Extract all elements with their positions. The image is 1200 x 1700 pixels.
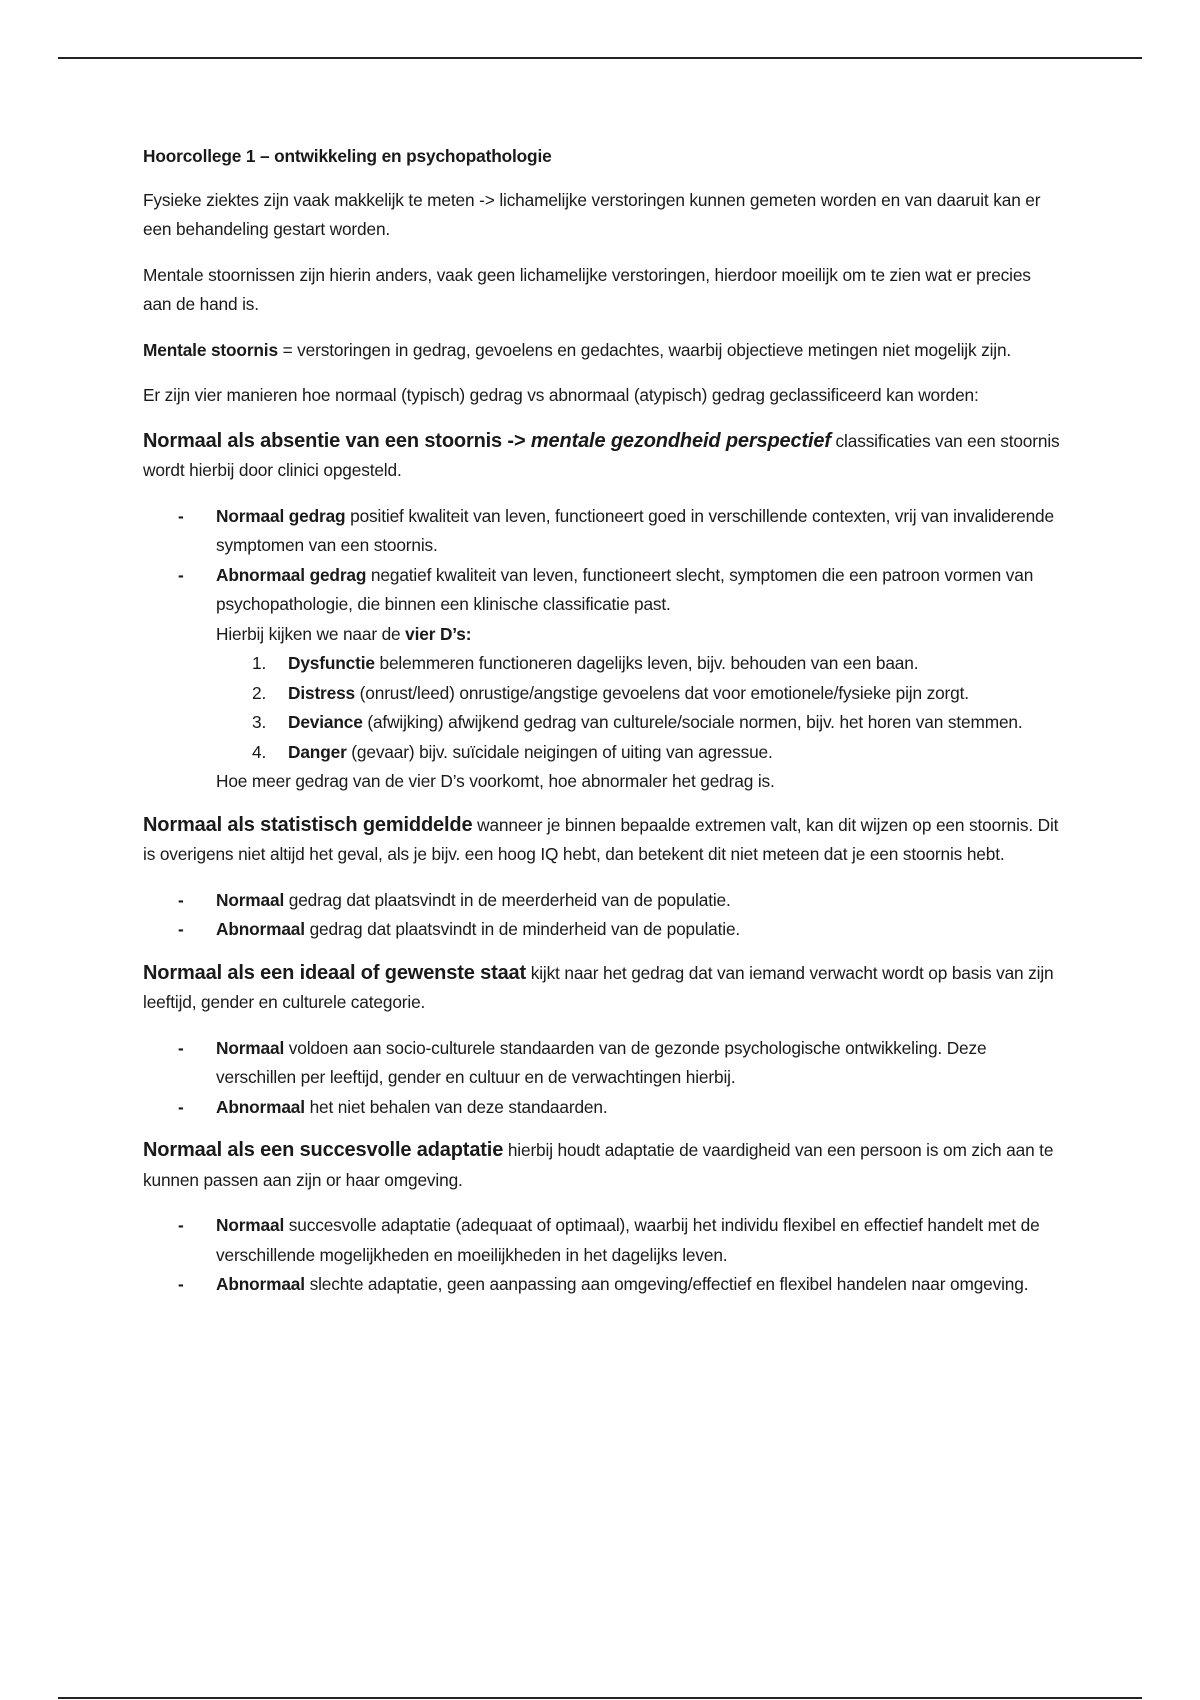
section-4-heading: Normaal als een succesvolle adaptatie <box>143 1139 504 1161</box>
section-4-text: hierbij houdt adaptatie de vaardigheid van een persoon is om zich aan te kunnen passen aan zijn or haar omgeving. <box>143 1140 1054 1190</box>
list-item <box>143 886 1063 916</box>
ds-text: (afwijking) afwijkend gedrag van culturele/sociale normen, bijv. het horen van stemmen. <box>362 712 1023 732</box>
list-item <box>143 502 1063 561</box>
list-item-term: Normaal <box>216 889 285 910</box>
ds-text: belemmeren functioneren dagelijks leven, bijv. behouden van een baan. <box>374 653 919 673</box>
document-body <box>143 142 1063 1314</box>
definition-text: = verstoringen in gedrag, gevoelens en gedachtes, waarbij objectieve metingen niet mogelijk zijn. <box>277 339 1012 360</box>
list-item <box>143 1093 1063 1123</box>
ds-number: 3. <box>252 712 267 732</box>
list-item <box>143 915 1063 945</box>
list-item <box>143 1270 1063 1300</box>
section-1-paragraph <box>143 427 1063 486</box>
ds-number: 1. <box>252 653 267 673</box>
list-item-term: Normaal <box>216 1037 285 1058</box>
section-2-text: wanneer je binnen bepaalde extremen valt, kan dit wijzen op een stoornis. Dit is overigens niet altijd het geval, als je bijv. een hoog IQ hebt, dan betekent dit niet meteen dat je een stoornis hebt. <box>143 814 1059 864</box>
section-2-paragraph <box>143 811 1063 870</box>
ds-number: 4. <box>252 741 267 762</box>
list-item <box>143 1211 1063 1270</box>
list-item-text: slechte adaptatie, geen aanpassing aan omgeving/effectief en flexibel handelen naar omgeving. <box>304 1274 1029 1294</box>
list-item <box>143 1034 1063 1093</box>
section-4-list <box>143 1211 1063 1300</box>
ways-intro: Er zijn vier manieren hoe normaal (typisch) gedrag vs abnormaal (atypisch) gedrag geclassificeerd kan worden: <box>143 385 979 405</box>
section-2-list <box>143 886 1063 945</box>
four-ds-list <box>216 649 1063 767</box>
section-1-heading-italic: mentale gezondheid perspectief <box>530 429 831 452</box>
ds-intro-bold: vier D’s: <box>405 623 472 644</box>
list-item <box>143 561 1063 797</box>
list-item-text: voldoen aan socio-culturele standaarden van de gezonde psychologische ontwikkeling. Deze verschillen per leeftijd, gender en cultuur en de verwachtingen hierbij. <box>216 1037 987 1087</box>
ds-item <box>216 708 1063 738</box>
ds-outro: Hoe meer gedrag van de vier D’s voorkomt, hoe abnormaler het gedrag is. <box>216 771 775 791</box>
ds-item <box>216 738 1063 768</box>
list-item-term: Normaal gedrag <box>216 505 346 526</box>
ds-number: 2. <box>252 682 267 703</box>
page-title: Hoorcollege 1 – ontwikkeling en psychopathologie <box>143 146 552 166</box>
ds-text: (gevaar) bijv. suïcidale neigingen of uiting van agressue. <box>346 741 773 762</box>
list-item-text: succesvolle adaptatie (adequaat of optimaal), waarbij het individu flexibel en effectief handelt met de verschillende mogelijkheden en moeilijkheden in het dagelijks leven. <box>216 1215 1040 1265</box>
section-2-heading: Normaal als statistisch gemiddelde <box>143 813 473 836</box>
list-item-text: negatief kwaliteit van leven, functioneert slecht, symptomen die een patroon vormen van psychopathologie, die binnen een klinische classificatie past. <box>216 564 1034 614</box>
list-item-text: gedrag dat plaatsvindt in de minderheid van de populatie. <box>304 919 741 939</box>
list-item-text: het niet behalen van deze standaarden. <box>304 1096 608 1117</box>
list-item-term: Abnormaal gedrag <box>216 564 367 585</box>
definition-paragraph <box>143 336 1063 366</box>
intro-paragraph-1: Fysieke ziektes zijn vaak makkelijk te meten -> lichamelijke verstoringen kunnen gemeten worden en van daaruit kan er een behandeling gestart worden. <box>143 189 1041 239</box>
ds-intro <box>216 620 1063 650</box>
ds-item <box>216 679 1063 709</box>
intro-paragraph-2: Mentale stoornissen zijn hierin anders, vaak geen lichamelijke verstoringen, hierdoor moeilijk om te zien wat er precies aan de hand is. <box>143 264 1031 314</box>
section-3-heading: Normaal als een ideaal of gewenste staat <box>143 961 527 984</box>
ds-term: Danger <box>288 741 347 762</box>
footer-rule <box>58 1697 1142 1699</box>
definition-term: Mentale stoornis <box>143 339 278 360</box>
section-3-paragraph <box>143 959 1063 1018</box>
header-rule <box>58 57 1142 59</box>
section-3-text: kijkt naar het gedrag dat van iemand verwacht wordt op basis van zijn leeftijd, gender en culturele categorie. <box>143 962 1054 1012</box>
list-item-term: Abnormaal <box>216 919 305 939</box>
section-3-list <box>143 1034 1063 1123</box>
list-item-text: gedrag dat plaatsvindt in de meerderheid van de populatie. <box>284 889 731 910</box>
ds-term: Dysfunctie <box>288 653 375 673</box>
section-1-heading: Normaal als absentie van een stoornis -> <box>143 429 531 452</box>
ds-text: (onrust/leed) onrustige/angstige gevoelens dat voor emotionele/fysieke pijn zorgt. <box>355 682 969 703</box>
list-item-text: positief kwaliteit van leven, functioneert goed in verschillende contexten, vrij van invaliderende symptomen van een stoornis. <box>216 505 1054 555</box>
list-item-term: Abnormaal <box>216 1096 305 1117</box>
ds-term: Deviance <box>288 712 363 732</box>
list-item-term: Normaal <box>216 1215 285 1235</box>
section-1-list <box>143 502 1063 797</box>
list-item-term: Abnormaal <box>216 1274 305 1294</box>
ds-item <box>216 649 1063 679</box>
ds-intro-text: Hierbij kijken we naar de <box>216 623 406 644</box>
section-4-paragraph <box>143 1136 1063 1195</box>
ds-term: Distress <box>288 682 356 703</box>
section-1-text: classificaties van een stoornis wordt hierbij door clinici opgesteld. <box>143 430 1060 480</box>
